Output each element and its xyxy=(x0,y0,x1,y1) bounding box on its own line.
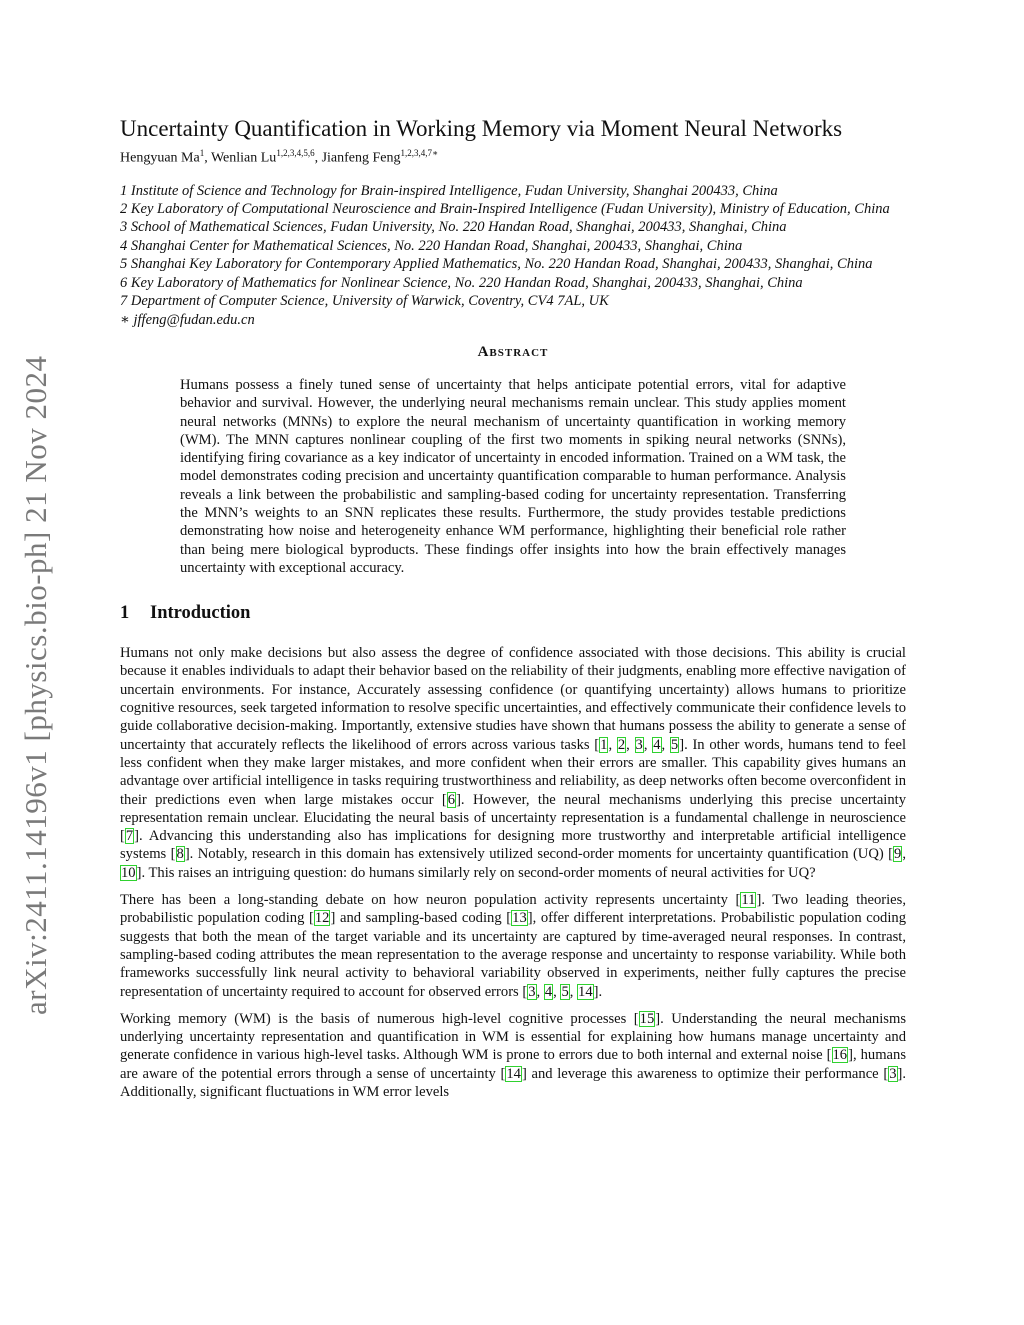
affiliation-list xyxy=(120,182,906,329)
affiliation-line: 4 Shanghai Center for Mathematical Sciences, No. 220 Handan Road, Shanghai, 200433, Shanghai, China xyxy=(120,237,743,254)
citation-link[interactable]: 2 xyxy=(617,736,626,753)
citation-link[interactable]: 16 xyxy=(832,1047,848,1064)
affiliation-line: ∗ jffeng@fudan.edu.cn xyxy=(120,311,255,328)
author-list: Hengyuan Ma$^1$, Wenlian Lu$^{1,2,3,4,5,6}$, Jianfeng Feng$^{1,2,3,4,7∗}$ xyxy=(120,148,439,166)
abstract-text: Humans possess a finely tuned sense of uncertainty that helps anticipate potential errors, vital for adaptive behavior and survival. However, the underlying neural mechanisms remain unclear. This study applies moment neural networks (MNNs) to explore the neural mechanism of uncertainty quantification in working memory (WM). The MNN captures nonlinear coupling of the first two moments in spiking neural networks (SNNs), identifying firing covariance as a key indicator of uncertainty in encoded information. Trained on a WM task, the model demonstrates coding precision and uncertainty quantification comparable to human performance. Analysis reveals a link between the probabilistic and sampling-based coding for uncertainty representation. Transferring the MNN’s weights to an SNN replicates these results. Furthermore, the study provides testable predictions demonstrating how noise and heterogeneity enhance WM performance, highlighting their beneficial role rather than being mere biological byproducts. These findings offer insights into how the brain effectively manages uncertainty with exceptional accuracy. xyxy=(180,376,846,576)
citation-link[interactable]: 7 xyxy=(125,828,134,845)
citation-link[interactable]: 8 xyxy=(176,846,184,863)
body-paragraph: Working memory (WM) is the basis of numerous high-level cognitive processes [15]. Understanding the neural mechanisms underlying uncertainty representation and quantification in WM is essential for explaining how humans manage uncertainty and generate confidence in various high-level tasks. Although WM is prone to errors due to both internal and external noise [16], humans are aware of the potential errors through a sense of uncertainty [14] and leverage this awareness to optimize their performance [3]. Additionally, significant fluctuations in WM error levels xyxy=(120,1010,907,1100)
author-affiliation-marker: 1 xyxy=(199,148,205,158)
paper-title: Uncertainty Quantification in Working Memory via Moment Neural Networks xyxy=(120,116,843,141)
citation-link[interactable]: 14 xyxy=(578,983,593,1000)
citation-link[interactable]: 3 xyxy=(635,736,643,753)
section-title: Introduction xyxy=(150,603,251,624)
citation-link[interactable]: 4 xyxy=(544,983,553,1000)
abstract-heading: Abstract xyxy=(477,343,549,360)
citation-link[interactable]: 5 xyxy=(561,983,569,1000)
body-paragraph: There has been a long-standing debate on how neuron population activity represents uncertainty [11]. Two leading theories, probabilistic population coding [12] and sampling-based coding [13], offer different interpretations. Probabilistic population coding suggests that both the mean of the target variable and its uncertainty are captured by time-averaged neural responses. In contrast, sampling-based coding attributes the mean representation to the average response and uncertainty to response variability. While both frameworks successfully link neural activity to behavioral variability observed in experiments, neither fully captures the precise representation of uncertainty required to account for observed errors [3, 4, 5, 14]. xyxy=(120,892,906,1000)
section-number: 1 xyxy=(120,603,130,624)
citation-link[interactable]: 4 xyxy=(653,736,661,753)
citation-link[interactable]: 13 xyxy=(512,910,527,927)
citation-link[interactable]: 10 xyxy=(121,864,136,881)
affiliation-line: 6 Key Laboratory of Mathematics for Nonlinear Science, No. 220 Handan Road, Shanghai, 200433, Shanghai, China xyxy=(120,274,803,291)
affiliation-line: 1 Institute of Science and Technology for Brain-inspired Intelligence, Fudan University, Shanghai 200433, China xyxy=(120,182,778,199)
affiliation-line: 7 Department of Computer Science, University of Warwick, Coventry, CV4 7AL, UK xyxy=(120,293,609,310)
section-heading xyxy=(120,603,906,624)
affiliation-line: 5 Shanghai Key Laboratory for Contemporary Applied Mathematics, No. 220 Handan Road, Shanghai, 200433, Shanghai, China xyxy=(120,256,873,273)
citation-link[interactable]: 12 xyxy=(314,910,330,927)
body-text xyxy=(120,644,906,1101)
author-affiliation-marker: 1,2,3,4,7∗ xyxy=(400,148,439,158)
author-name: Wenlian Lu xyxy=(210,150,277,166)
arxiv-identifier: arXiv:2411.14196v1 [physics.bio-ph] 21 Nov 2024 xyxy=(18,355,53,1015)
citation-link[interactable]: 11 xyxy=(741,892,756,909)
body-paragraph: Humans not only make decisions but also assess the degree of confidence associated with those decisions. This ability is crucial because it enables individuals to adapt their behavior based on the reliability of their judgments, enabling more effective navigation of uncertain environments. For instance, Accurately assessing confidence (or quantifying uncertainty) allows humans to prioritize cognitive resources, seek targeted information to resolve specific uncertainties, and effectively communicate their confidence levels to guide collaborative decision-making. Importantly, extensive studies have shown that humans possess the ability to generate a sense of uncertainty that accurately reflects the likelihood of errors across various tasks [1, 2, 3, 4, 5]. In other words, humans tend to feel less confident when they make larger mistakes, and more confident when their errors are smaller. This capability gives humans an advantage over artificial intelligence in tasks requiring trustworthiness and reliability, as deep networks often become overconfident in their predictions even when large mistakes occur [6]. However, the neural mechanisms underlying this precise uncertainty representation remain unclear. Elucidating the neural basis of uncertainty representation is a fundamental challenge in neuroscience [7]. Advancing this understanding also has implications for designing more trustworthy and interpretable artificial intelligence systems [8]. Notably, research in this domain has extensively utilized second-order moments for uncertainty quantification (UQ) [9, 10]. This raises an intriguing question: do humans similarly rely on second-order moments of neural activities for UQ? xyxy=(120,645,907,881)
citation-link[interactable]: 3 xyxy=(889,1065,897,1082)
citation-link[interactable]: 9 xyxy=(894,846,902,863)
affiliation-line: 3 School of Mathematical Sciences, Fudan University, No. 220 Handan Road, Shanghai, 200433, Shanghai, China xyxy=(120,219,787,236)
affiliation-line: 2 Key Laboratory of Computational Neuroscience and Brain-Inspired Intelligence (Fudan University), Ministry of Education, China xyxy=(120,201,890,218)
citation-link[interactable]: 5 xyxy=(670,736,679,753)
citation-link[interactable]: 14 xyxy=(506,1065,521,1082)
author-name: Jianfeng Feng xyxy=(321,150,401,166)
citation-link[interactable]: 1 xyxy=(600,736,608,753)
citation-link[interactable]: 15 xyxy=(639,1010,655,1027)
author-name: Hengyuan Ma xyxy=(120,150,200,166)
citation-link[interactable]: 6 xyxy=(447,791,456,808)
author-affiliation-marker: 1,2,3,4,5,6 xyxy=(276,148,315,158)
paper-page xyxy=(120,114,906,1110)
citation-link[interactable]: 3 xyxy=(528,983,536,1000)
